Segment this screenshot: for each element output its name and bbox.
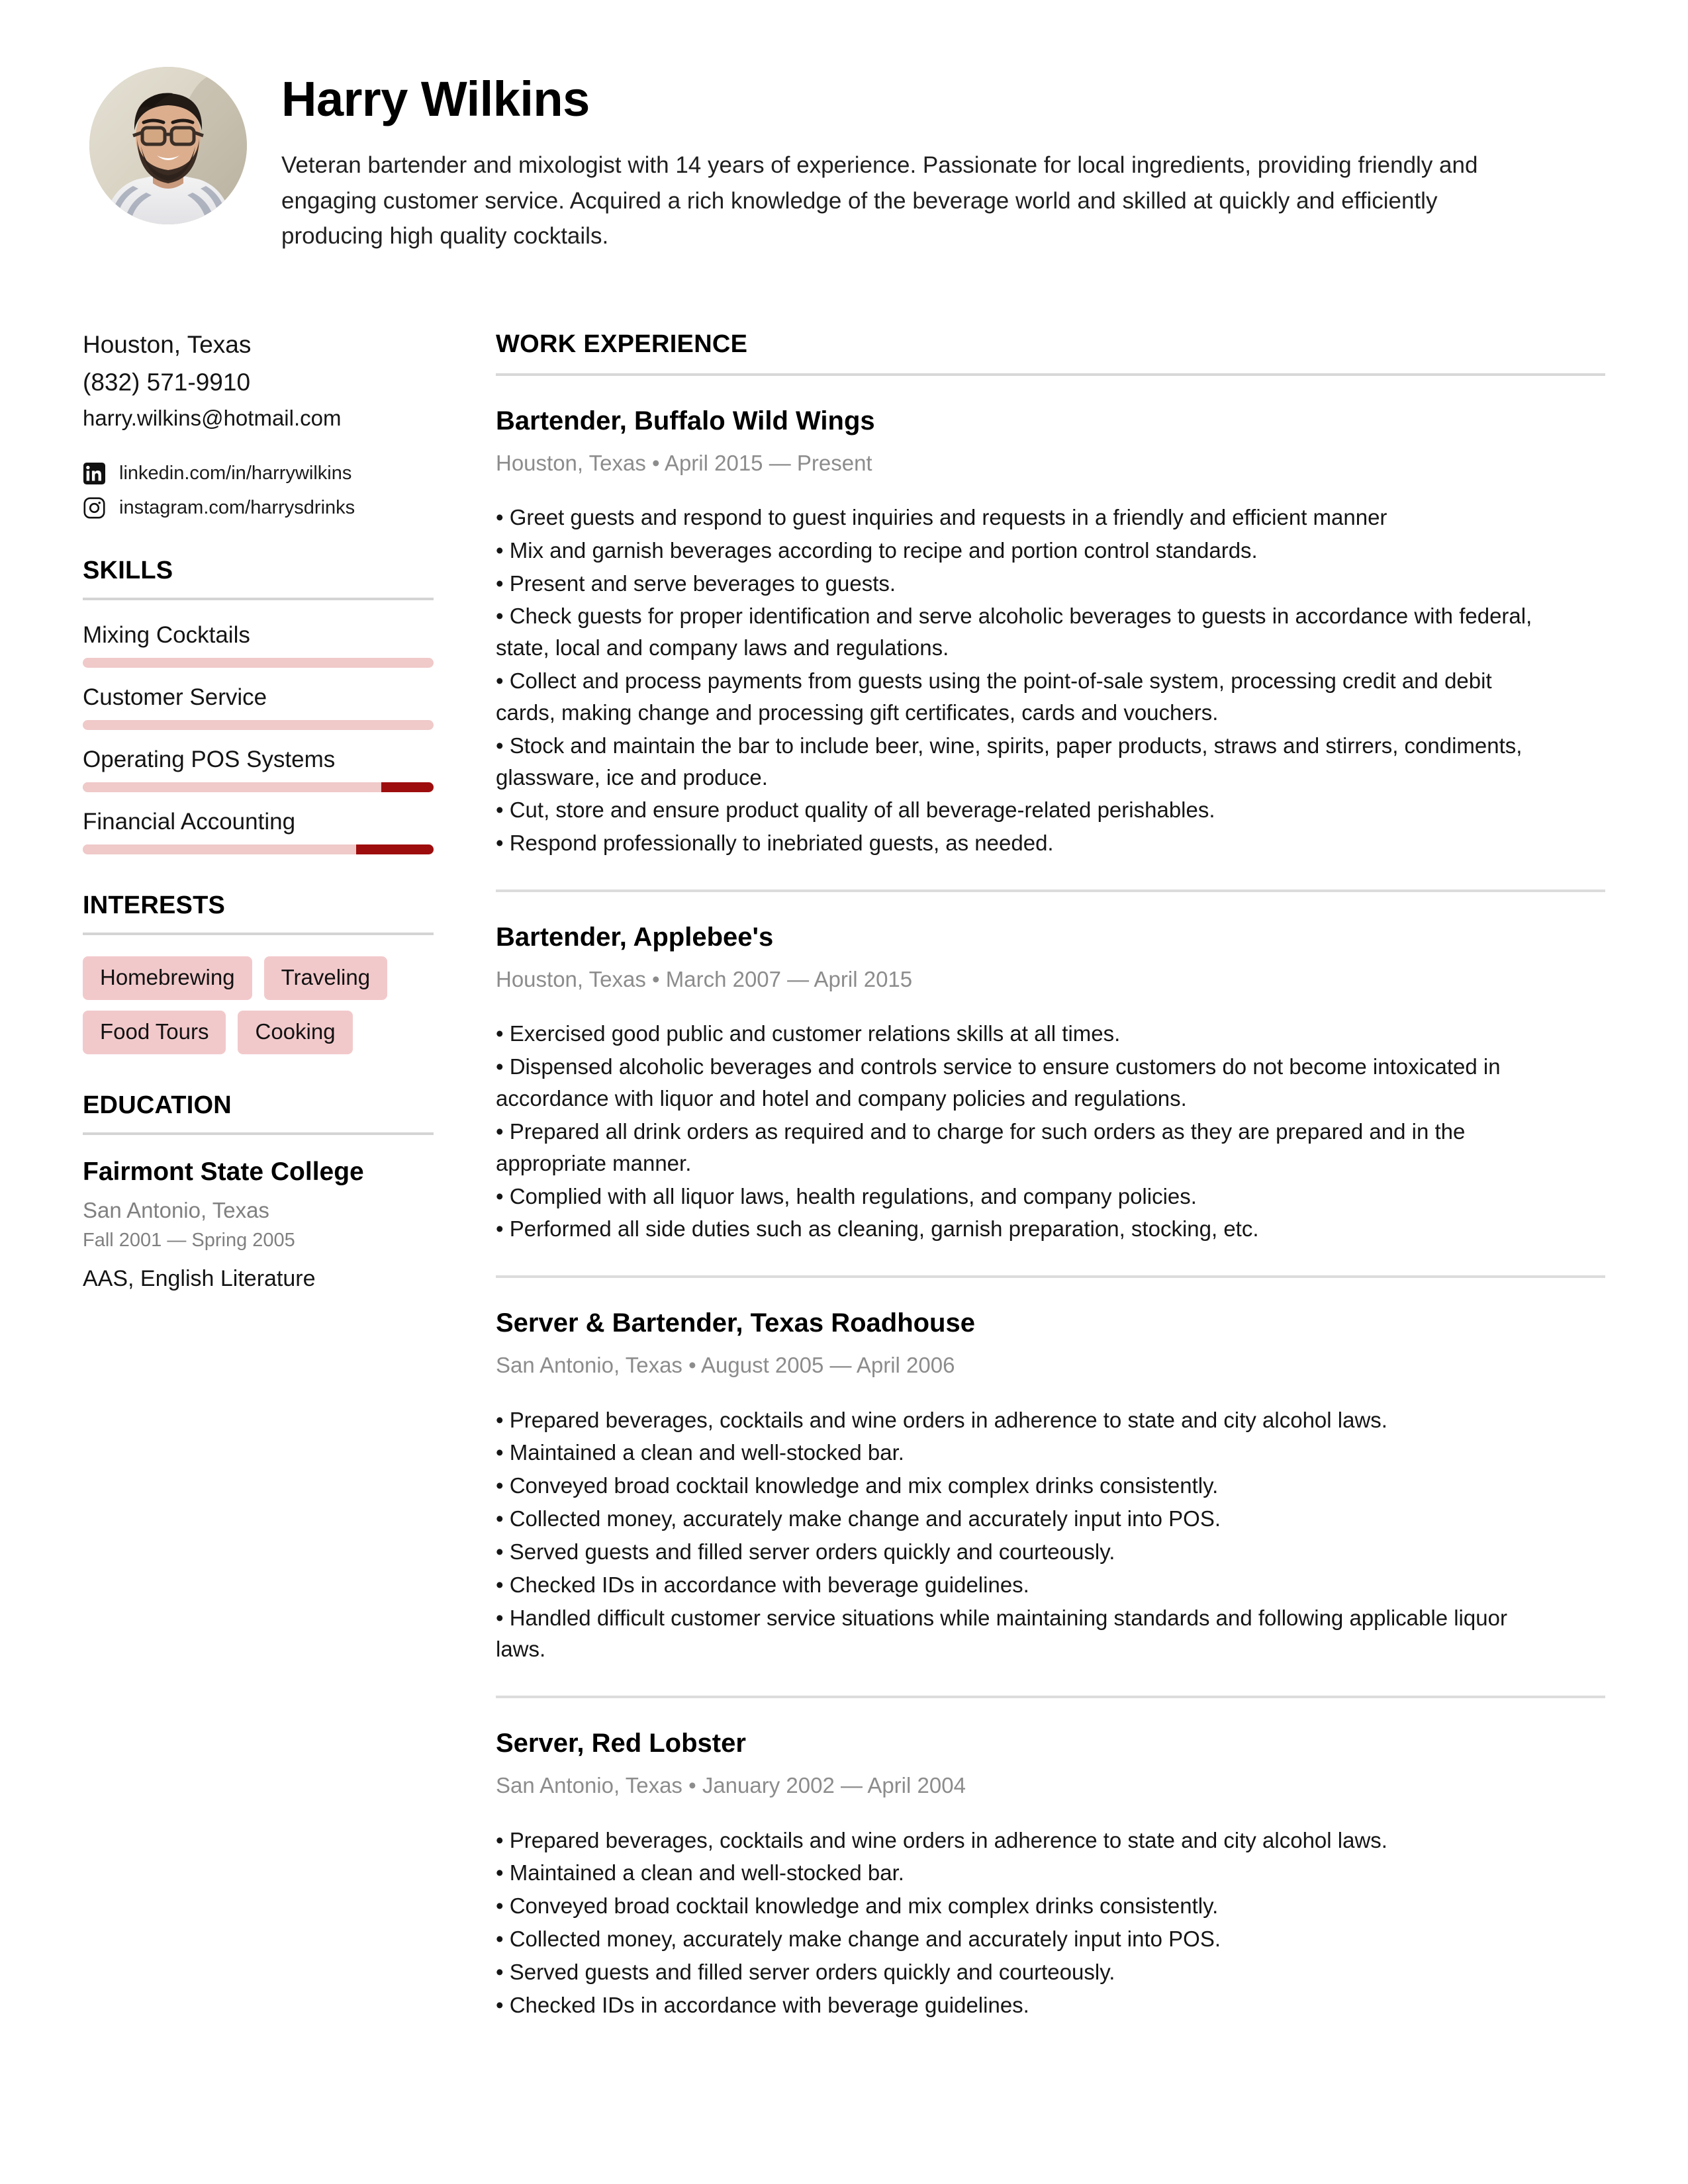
job-bullet: • Served guests and filled server orders quickly and courteously. (496, 1959, 1115, 1984)
job-meta: San Antonio, Texas • January 2002 — April 2004 (496, 1773, 966, 1798)
education-entry (83, 1156, 434, 1294)
contact-phone[interactable]: (832) 571-9910 (83, 368, 251, 396)
job-title: Bartender, Buffalo Wild Wings (496, 406, 875, 435)
job-bullet: • Prepared all drink orders as required and to charge for such orders as they are prepared and in the appropriate manner. (496, 1118, 1466, 1175)
skill-item (83, 746, 434, 792)
avatar (89, 67, 247, 224)
instagram-url: instagram.com/harrysdrinks (119, 497, 355, 519)
skill-progress-bar (83, 844, 434, 854)
job-bullet: • Check guests for proper identification and serve alcoholic beverages to guests in accordance with federal, state, local and company laws and regulations. (496, 604, 1532, 660)
job-bullet: • Present and serve beverages to guests. (496, 570, 896, 596)
job-entry (496, 1278, 1605, 1698)
job-bullet: • Handled difficult customer service situations while maintaining standards and following applicable liquor laws. (496, 1605, 1507, 1662)
job-bullets (496, 1018, 1605, 1245)
skill-label: Operating POS Systems (83, 746, 336, 772)
instagram-icon (83, 496, 106, 520)
job-meta: Houston, Texas • March 2007 — April 2015 (496, 967, 913, 992)
education-divider (83, 1132, 434, 1135)
contact-location: Houston, Texas (83, 330, 252, 358)
social-link-instagram[interactable] (83, 496, 434, 520)
job-meta: Houston, Texas • April 2015 — Present (496, 450, 872, 475)
skill-bar-light (83, 720, 434, 730)
skills-heading: SKILLS (83, 556, 173, 584)
main-column (496, 328, 1605, 2023)
education-degree: AAS, English Literature (83, 1266, 316, 1292)
social-links (83, 462, 434, 520)
job-bullets (496, 1404, 1605, 1666)
interests-tag-list (83, 956, 434, 1054)
skill-label: Customer Service (83, 684, 267, 710)
job-bullet: • Complied with all liquor laws, health regulations, and company policies. (496, 1183, 1197, 1208)
job-bullet: • Greet guests and respond to guest inquiries and requests in a friendly and efficient manner (496, 504, 1387, 529)
resume-header (83, 63, 1605, 254)
job-bullet: • Prepared beverages, cocktails and wine orders in adherence to state and city alcohol laws. (496, 1827, 1387, 1852)
job-bullet: • Conveyed broad cocktail knowledge and mix complex drinks consistently. (496, 1893, 1219, 1919)
interest-tag: Traveling (264, 956, 388, 1000)
job-bullet: • Collected money, accurately make change and accurately input into POS. (496, 1506, 1221, 1531)
interests-heading: INTERESTS (83, 891, 226, 919)
job-bullet: • Served guests and filled server orders quickly and courteously. (496, 1539, 1115, 1564)
job-bullet: • Exercised good public and customer relations skills at all times. (496, 1021, 1121, 1046)
skill-item (83, 621, 434, 668)
profile-summary: Veteran bartender and mixologist with 14 years of experience. Passionate for local ingredients, providing friendly and engaging customer service. Acquired a rich knowledge of the beverage world and skilled at quickly and efficiently producing high quality cocktails. (281, 152, 1478, 250)
contact-email[interactable]: harry.wilkins@hotmail.com (83, 406, 342, 431)
job-bullet: • Checked IDs in accordance with beverage guidelines. (496, 1572, 1029, 1597)
job-bullet: • Maintained a clean and well-stocked bar. (496, 1440, 904, 1465)
job-entry (496, 1698, 1605, 2021)
job-title: Bartender, Applebee's (496, 923, 774, 952)
job-bullet: • Collect and process payments from guests using the point-of-sale system, processing credit and debit cards, making change and processing gift certificates, cards and vouchers. (496, 668, 1492, 725)
skill-label: Mixing Cocktails (83, 621, 250, 648)
interest-tag: Cooking (238, 1011, 352, 1054)
skill-bar-dark (356, 844, 434, 854)
education-heading: EDUCATION (83, 1091, 232, 1119)
skill-bar-dark (381, 782, 434, 792)
interests-divider (83, 933, 434, 935)
job-bullet: • Dispensed alcoholic beverages and controls service to ensure customers do not become intoxicated in accordance with liquor and hotel and company policies and regulations. (496, 1054, 1501, 1111)
job-bullet: • Respond professionally to inebriated guests, as needed. (496, 831, 1054, 856)
job-bullet: • Cut, store and ensure product quality of all beverage-related perishables. (496, 797, 1215, 823)
education-dates: Fall 2001 — Spring 2005 (83, 1230, 295, 1251)
page-title: Harry Wilkins (281, 71, 590, 126)
skill-progress-bar (83, 658, 434, 668)
job-entry (496, 892, 1605, 1278)
skill-label: Financial Accounting (83, 808, 296, 835)
skill-item (83, 808, 434, 854)
job-bullets (496, 1825, 1605, 2021)
linkedin-url: linkedin.com/in/harrywilkins (119, 463, 352, 484)
job-title: Server & Bartender, Texas Roadhouse (496, 1308, 975, 1338)
job-bullet: • Maintained a clean and well-stocked bar. (496, 1860, 904, 1886)
sidebar (83, 328, 434, 1294)
linkedin-icon (83, 462, 106, 485)
job-bullet: • Collected money, accurately make change and accurately input into POS. (496, 1927, 1221, 1952)
skill-bar-light (83, 658, 434, 668)
job-bullet: • Checked IDs in accordance with beverage guidelines. (496, 1992, 1029, 2017)
education-school: Fairmont State College (83, 1157, 364, 1186)
social-link-linkedin[interactable] (83, 462, 434, 485)
job-bullet: • Mix and garnish beverages according to recipe and portion control standards. (496, 537, 1258, 563)
skills-divider (83, 598, 434, 600)
job-meta: San Antonio, Texas • August 2005 — April 2006 (496, 1353, 955, 1378)
skill-bar-light (83, 782, 381, 792)
work-experience-heading: WORK EXPERIENCE (496, 330, 748, 358)
job-bullet: • Prepared beverages, cocktails and wine orders in adherence to state and city alcohol laws. (496, 1407, 1387, 1432)
job-entry (496, 376, 1605, 893)
resume-body (83, 328, 1605, 2023)
education-location: San Antonio, Texas (83, 1197, 269, 1222)
skill-progress-bar (83, 782, 434, 792)
job-bullet: • Conveyed broad cocktail knowledge and mix complex drinks consistently. (496, 1473, 1219, 1498)
job-title: Server, Red Lobster (496, 1729, 746, 1758)
skill-progress-bar (83, 720, 434, 730)
job-bullet: • Stock and maintain the bar to include beer, wine, spirits, paper products, straws and stirrers, condiments, glassware, ice and produce. (496, 733, 1523, 790)
job-bullets (496, 502, 1605, 859)
interest-tag: Homebrewing (83, 956, 252, 1000)
skill-bar-light (83, 844, 356, 854)
skill-item (83, 684, 434, 730)
job-bullet: • Performed all side duties such as cleaning, garnish preparation, stocking, etc. (496, 1216, 1259, 1242)
header-text-block (281, 63, 1605, 254)
interest-tag: Food Tours (83, 1011, 226, 1054)
